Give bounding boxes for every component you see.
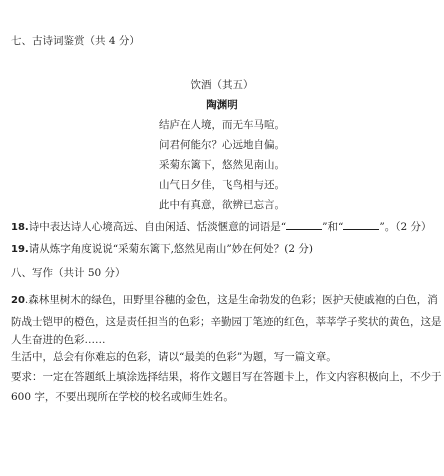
question-20-requirements-cont: 600 字，不要出现所在学校的校名或师生姓名。 <box>11 391 234 403</box>
section-7-title: 七、古诗词鉴赏（共 4 分） <box>11 35 140 47</box>
question-19-text: 请从炼字角度说说“采菊东篱下,悠然见南山”妙在何处？(2 分) <box>28 243 314 255</box>
question-20-line-3: 人生奋进的色彩…… <box>11 334 106 346</box>
question-19-number: 19. <box>11 244 29 255</box>
poem-line: 此中有真意，欲辨已忘言。 <box>159 199 285 211</box>
poem-author: 陶渊明 <box>206 99 238 111</box>
poem-line: 结庐在人境，而无车马喧。 <box>159 119 285 131</box>
question-18-text-before: 诗中表达诗人心境高远、自由闲适、恬淡愜意的词语是“ <box>28 221 287 233</box>
answer-blank-1[interactable] <box>286 219 322 230</box>
question-19 <box>11 242 313 257</box>
question-18-text-after: ”。（2 分） <box>379 221 432 233</box>
poem-title: 饮酒（其五） <box>190 79 254 91</box>
poem-line: 山气日夕佳，飞鸟相与还。 <box>159 179 285 191</box>
answer-blank-2[interactable] <box>343 219 379 230</box>
question-20-line-2: 防战士铠甲的橙色，这是责任担当的色彩；辛勤园丁笔迹的红色，莘莘学子奖状的黄色，这是 <box>11 316 442 328</box>
question-20-line-1 <box>11 293 438 308</box>
question-20-text-1: .森林里树木的绿色，田野里谷穗的金色，这是生命勃发的色彩；医护天使戚袍的白色，消 <box>24 294 438 306</box>
section-8-title: 八、写作（共计 50 分） <box>11 267 126 279</box>
question-20-number: 20 <box>11 295 25 306</box>
question-20-prompt: 生活中，总会有你难忘的色彩，请以“最美的色彩”为题，写一篇文章。 <box>11 351 337 363</box>
question-18-number: 18. <box>11 222 29 233</box>
question-18-text-middle: ”和“ <box>322 221 344 233</box>
poem-line: 采菊东篱下，悠然见南山。 <box>159 159 285 171</box>
question-20-requirements: 要求：一定在答题纸上填涂选择结果，将作文题目写在答题卡上，作文内容积极向上，不少于 <box>11 371 442 383</box>
question-18 <box>11 219 431 235</box>
poem-line: 问君何能尔？心远地自偏。 <box>159 139 285 151</box>
